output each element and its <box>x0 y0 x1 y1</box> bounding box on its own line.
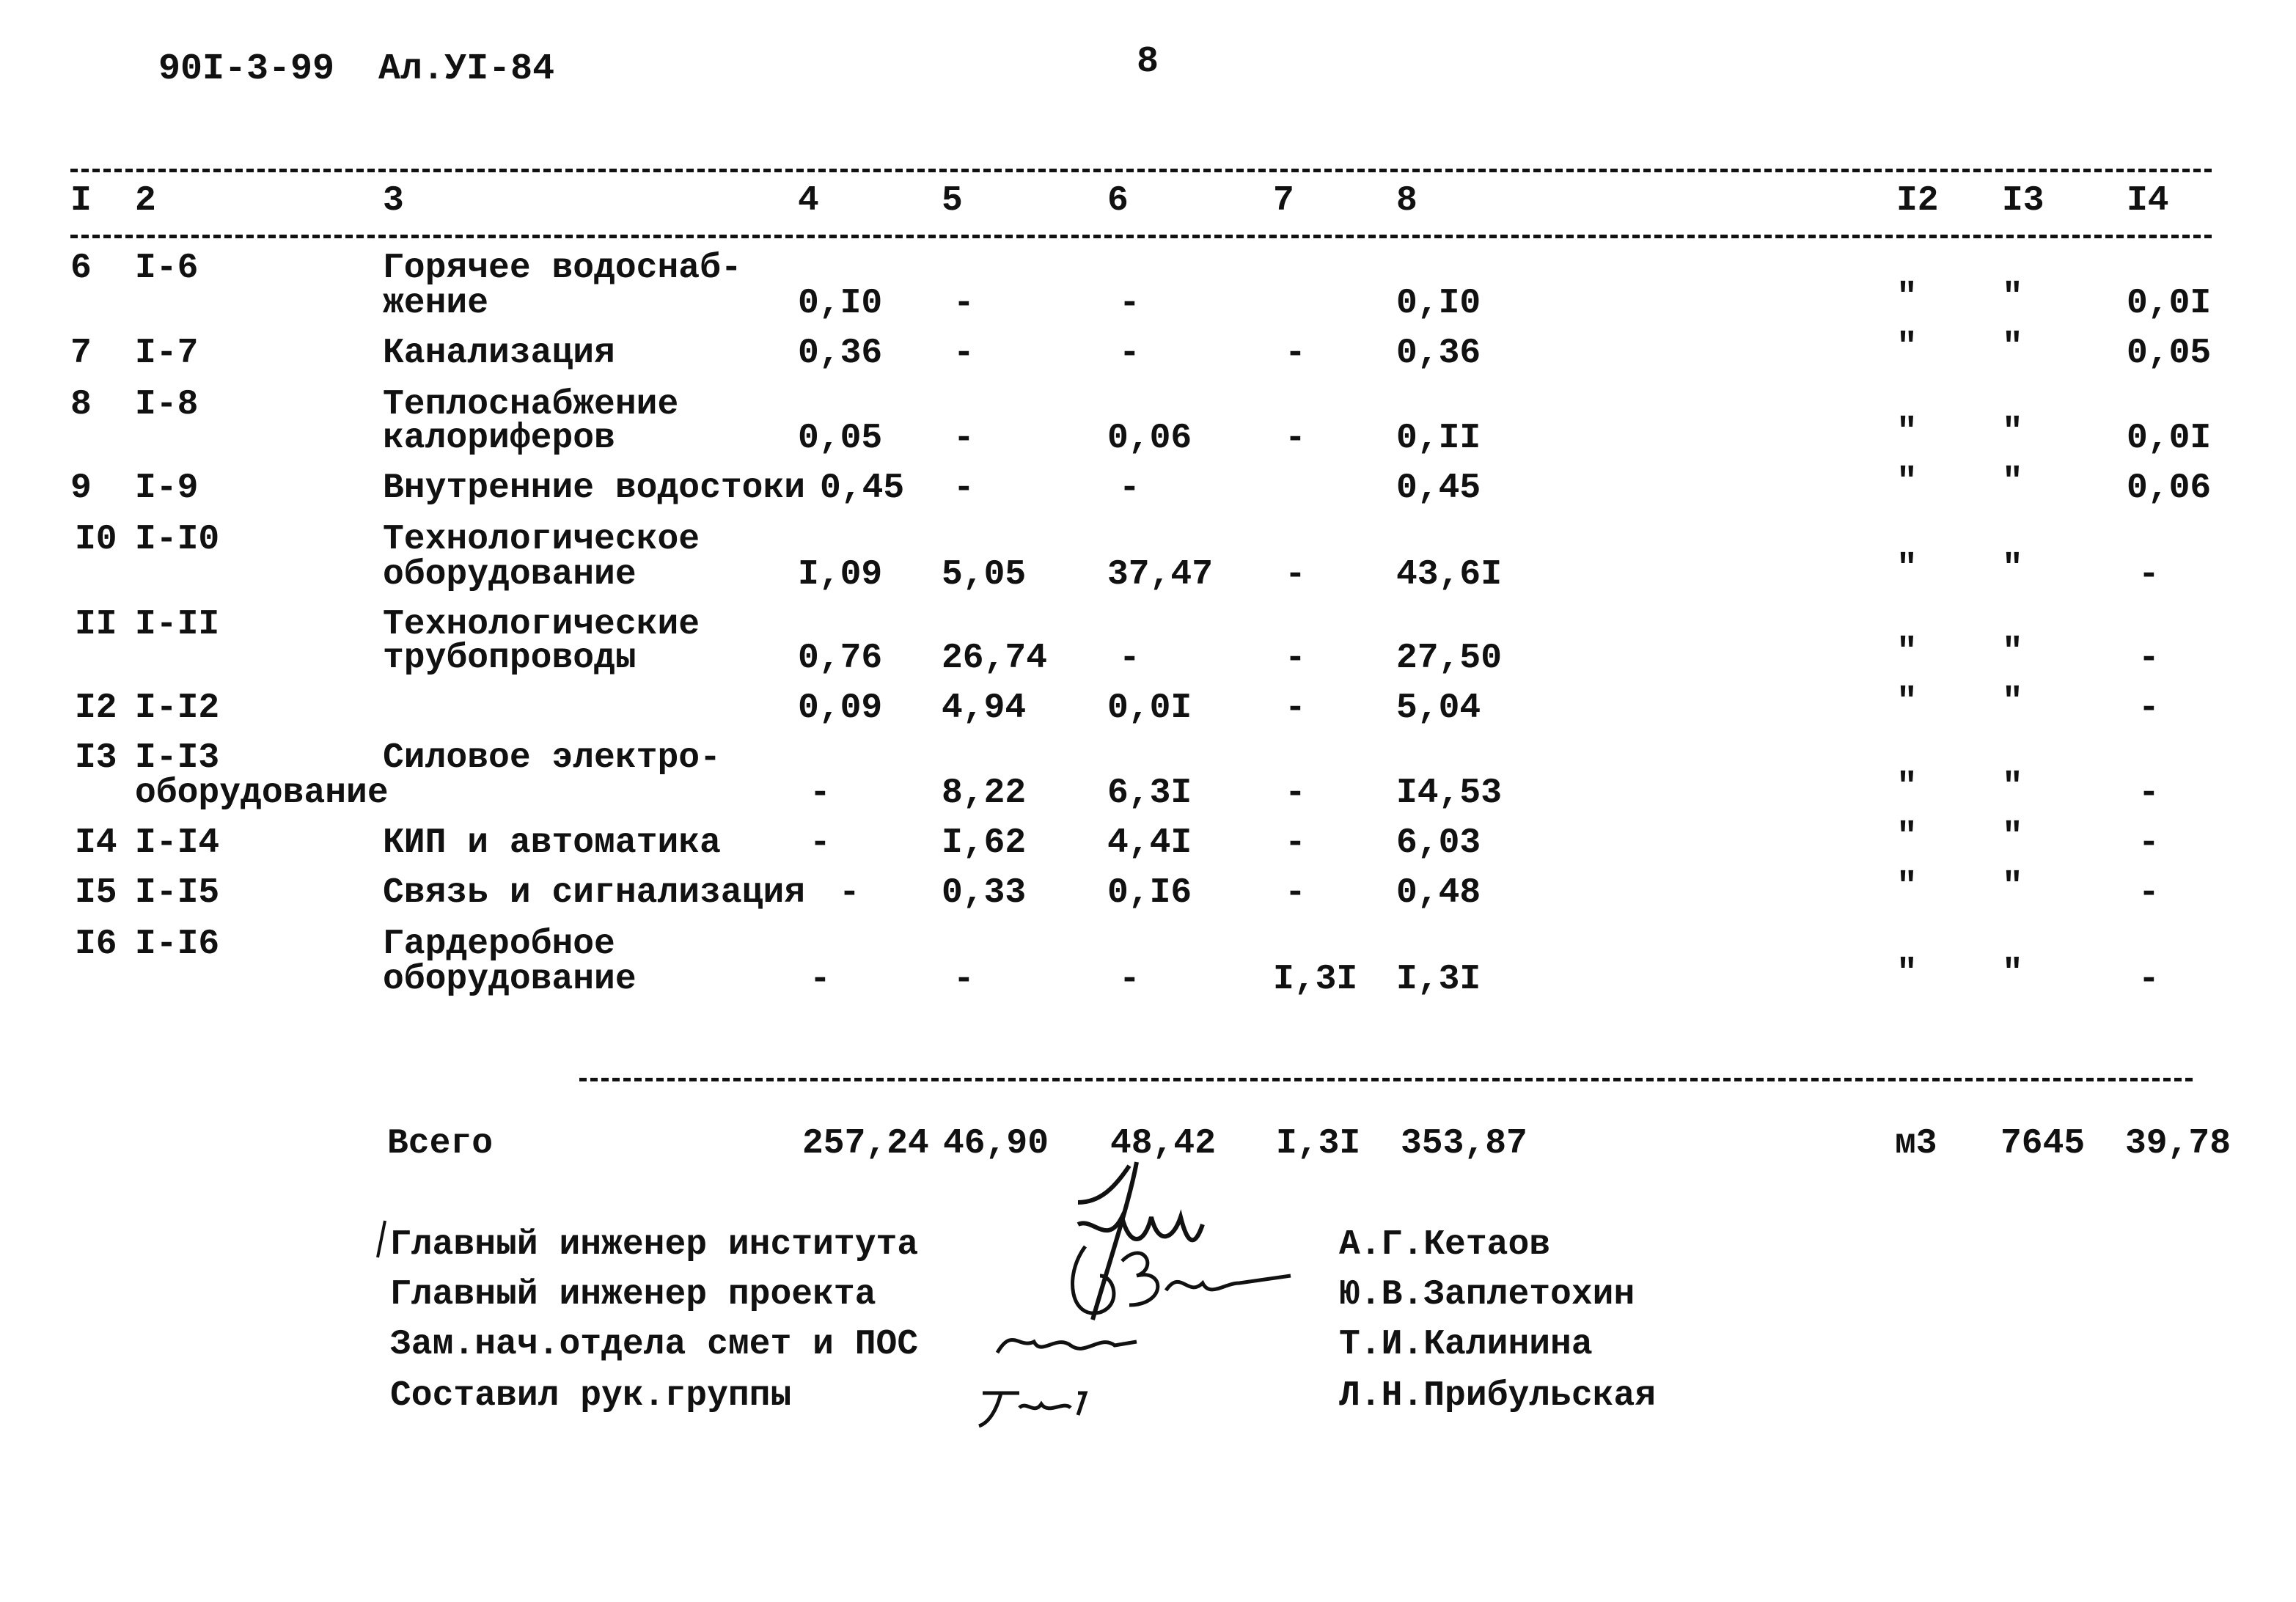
row-code: I-I3 <box>135 738 220 778</box>
cell-c6: - <box>1119 334 1140 373</box>
cell-c6: - <box>1119 284 1140 323</box>
cell-c4: - <box>810 774 831 813</box>
row-name: КИП и автоматика <box>383 823 721 863</box>
cell-c6: - <box>1119 639 1140 678</box>
cell-c8: 27,50 <box>1396 639 1503 678</box>
cell-c8: I4,53 <box>1396 774 1503 813</box>
row-name: Технологическое <box>383 520 700 559</box>
table-top-rule <box>70 169 2212 172</box>
signatory-role: Зам.нач.отдела смет и ПОС <box>390 1325 919 1364</box>
signatory-role: Составил рук.группы <box>390 1376 792 1416</box>
cell-c13: " <box>2002 817 2023 857</box>
column-header: 4 <box>798 181 819 221</box>
total-c14: 39,78 <box>2125 1124 2231 1164</box>
cell-c5: 5,05 <box>942 555 1027 595</box>
row-name: Теплоснабжение <box>383 385 679 425</box>
cell-c6: 0,06 <box>1107 419 1192 458</box>
cell-c6: 0,0I <box>1107 688 1192 728</box>
column-header: 3 <box>383 181 404 221</box>
cell-c14: - <box>2138 960 2160 999</box>
row-number: I4 <box>75 823 117 863</box>
row-number: 8 <box>70 385 92 425</box>
cell-c5: - <box>953 334 975 373</box>
cell-c4: 0,76 <box>798 639 883 678</box>
cell-c14: 0,05 <box>2127 334 2212 373</box>
total-c13: 7645 <box>2000 1124 2086 1164</box>
cell-c5: 26,74 <box>942 639 1048 678</box>
row-code: I-II <box>135 605 220 644</box>
total-c12: м3 <box>1895 1124 1937 1164</box>
cell-c5: - <box>953 284 975 323</box>
row-name: Связь и сигнализация <box>383 873 806 913</box>
cell-c13: " <box>2002 954 2023 993</box>
cell-c12: " <box>1896 867 1918 907</box>
row-name: Технологические <box>383 605 700 644</box>
total-c8: 353,87 <box>1401 1124 1527 1164</box>
cell-c13: " <box>2002 683 2023 722</box>
cell-c4: 0,45 <box>820 469 905 508</box>
cell-c8: 0,48 <box>1396 873 1481 913</box>
row-number: I0 <box>75 520 117 559</box>
cell-c13: " <box>2002 463 2023 502</box>
row-name: калориферов <box>383 419 615 458</box>
cell-c14: - <box>2138 774 2160 813</box>
cell-c8: 5,04 <box>1396 688 1481 728</box>
document-code: 90I-3-99 Ал.УI-84 <box>158 48 555 90</box>
cell-c6: 0,I6 <box>1107 873 1192 913</box>
row-name: Горячее водоснаб- <box>383 249 742 288</box>
cell-c7: - <box>1285 555 1306 595</box>
row-name: оборудование <box>135 774 389 813</box>
cell-c4: - <box>839 873 860 913</box>
row-code: I-8 <box>135 385 199 425</box>
signature-chief-engineer-project <box>1056 1217 1298 1327</box>
cell-c5: - <box>953 419 975 458</box>
row-name: оборудование <box>383 555 637 595</box>
cell-c12: " <box>1896 633 1918 672</box>
cell-c14: - <box>2138 555 2160 595</box>
row-name: жение <box>383 284 489 323</box>
cell-c12: " <box>1896 463 1918 502</box>
cell-c6: 6,3I <box>1107 774 1192 813</box>
row-name: оборудование <box>383 960 637 999</box>
cell-c8: 0,I0 <box>1396 284 1481 323</box>
cell-c5: 0,33 <box>942 873 1027 913</box>
row-number: 6 <box>70 249 92 288</box>
row-code: I-I6 <box>135 925 220 964</box>
cell-c5: - <box>953 469 975 508</box>
cell-c7: - <box>1285 873 1306 913</box>
total-c5: 46,90 <box>943 1124 1049 1164</box>
cell-c12: " <box>1896 954 1918 993</box>
cell-c4: 0,09 <box>798 688 883 728</box>
cell-c4: 0,05 <box>798 419 883 458</box>
row-code: I-6 <box>135 249 199 288</box>
row-number: II <box>75 605 117 644</box>
cell-c4: 0,I0 <box>798 284 883 323</box>
row-name: Внутренние водостоки <box>383 469 806 508</box>
cell-c13: " <box>2002 867 2023 907</box>
cell-c13: " <box>2002 278 2023 317</box>
cell-c13: " <box>2002 413 2023 452</box>
signature-deputy-head <box>990 1320 1151 1364</box>
cell-c5: 8,22 <box>942 774 1027 813</box>
row-number: 7 <box>70 334 92 373</box>
row-code: I-I4 <box>135 823 220 863</box>
column-header: 7 <box>1273 181 1294 221</box>
signatory-role: Главный инженер проекта <box>390 1275 876 1315</box>
total-c4: 257,24 <box>802 1124 929 1164</box>
cell-c12: " <box>1896 413 1918 452</box>
cell-c7: - <box>1285 334 1306 373</box>
cell-c8: I,3I <box>1396 960 1481 999</box>
signature-compiler <box>968 1378 1100 1430</box>
cell-c14: - <box>2138 639 2160 678</box>
signatory-name: Ю.В.Заплетохин <box>1339 1275 1635 1315</box>
header-bottom-rule <box>70 235 2212 238</box>
cell-c14: - <box>2138 688 2160 728</box>
cell-c8: 6,03 <box>1396 823 1481 863</box>
column-header: I3 <box>2002 181 2044 221</box>
column-header: I <box>70 181 92 221</box>
page-number: 8 <box>1137 41 1159 83</box>
row-number: I5 <box>75 873 117 913</box>
cell-c7: I,3I <box>1273 960 1358 999</box>
row-number: I2 <box>75 688 117 728</box>
correction-mark <box>374 1217 389 1261</box>
cell-c8: 0,45 <box>1396 469 1481 508</box>
cell-c6: - <box>1119 960 1140 999</box>
cell-c12: " <box>1896 278 1918 317</box>
column-header: 6 <box>1107 181 1129 221</box>
row-code: I-9 <box>135 469 199 508</box>
column-header: 8 <box>1396 181 1417 221</box>
cell-c13: " <box>2002 328 2023 367</box>
row-code: I-I2 <box>135 688 220 728</box>
cell-c5: - <box>953 960 975 999</box>
row-code: I-7 <box>135 334 199 373</box>
signatory-role: Главный инженер института <box>390 1225 919 1265</box>
cell-c14: - <box>2138 873 2160 913</box>
row-name: Канализация <box>383 334 615 373</box>
cell-c12: " <box>1896 683 1918 722</box>
cell-c6: - <box>1119 469 1140 508</box>
signatory-name: Т.И.Калинина <box>1339 1325 1593 1364</box>
row-number: 9 <box>70 469 92 508</box>
row-code: I-I5 <box>135 873 220 913</box>
row-name: Силовое электро- <box>383 738 721 778</box>
cell-c13: " <box>2002 549 2023 589</box>
row-code: I-I0 <box>135 520 220 559</box>
cell-c14: - <box>2138 823 2160 863</box>
column-header: 2 <box>135 181 156 221</box>
cell-c4: 0,36 <box>798 334 883 373</box>
cell-c5: 4,94 <box>942 688 1027 728</box>
signatory-name: Л.Н.Прибульская <box>1339 1376 1657 1416</box>
cell-c12: " <box>1896 817 1918 857</box>
column-header: I4 <box>2127 181 2169 221</box>
row-name: трубопроводы <box>383 639 637 678</box>
row-number: I3 <box>75 738 117 778</box>
cell-c12: " <box>1896 768 1918 807</box>
cell-c6: 4,4I <box>1107 823 1192 863</box>
total-c6: 48,42 <box>1110 1124 1217 1164</box>
cell-c6: 37,47 <box>1107 555 1214 595</box>
column-header: I2 <box>1896 181 1939 221</box>
cell-c7: - <box>1285 774 1306 813</box>
total-rule <box>579 1078 2193 1081</box>
cell-c8: 0,36 <box>1396 334 1481 373</box>
cell-c14: 0,0I <box>2127 284 2212 323</box>
cell-c7: - <box>1285 688 1306 728</box>
signatory-name: А.Г.Кетаов <box>1339 1225 1551 1265</box>
cell-c7: - <box>1285 639 1306 678</box>
row-name: Гардеробное <box>383 925 615 964</box>
cell-c14: 0,0I <box>2127 419 2212 458</box>
column-header: 5 <box>942 181 963 221</box>
cell-c4: I,09 <box>798 555 883 595</box>
cell-c4: - <box>810 823 831 863</box>
total-label: Всего <box>387 1124 494 1164</box>
cell-c12: " <box>1896 549 1918 589</box>
cell-c13: " <box>2002 768 2023 807</box>
cell-c13: " <box>2002 633 2023 672</box>
cell-c12: " <box>1896 328 1918 367</box>
cell-c7: - <box>1285 823 1306 863</box>
cell-c4: - <box>810 960 831 999</box>
cell-c5: I,62 <box>942 823 1027 863</box>
row-number: I6 <box>75 925 117 964</box>
cell-c8: 43,6I <box>1396 555 1503 595</box>
cell-c8: 0,II <box>1396 419 1481 458</box>
cell-c7: - <box>1285 419 1306 458</box>
cell-c14: 0,06 <box>2127 469 2212 508</box>
total-c7: I,3I <box>1276 1124 1361 1164</box>
